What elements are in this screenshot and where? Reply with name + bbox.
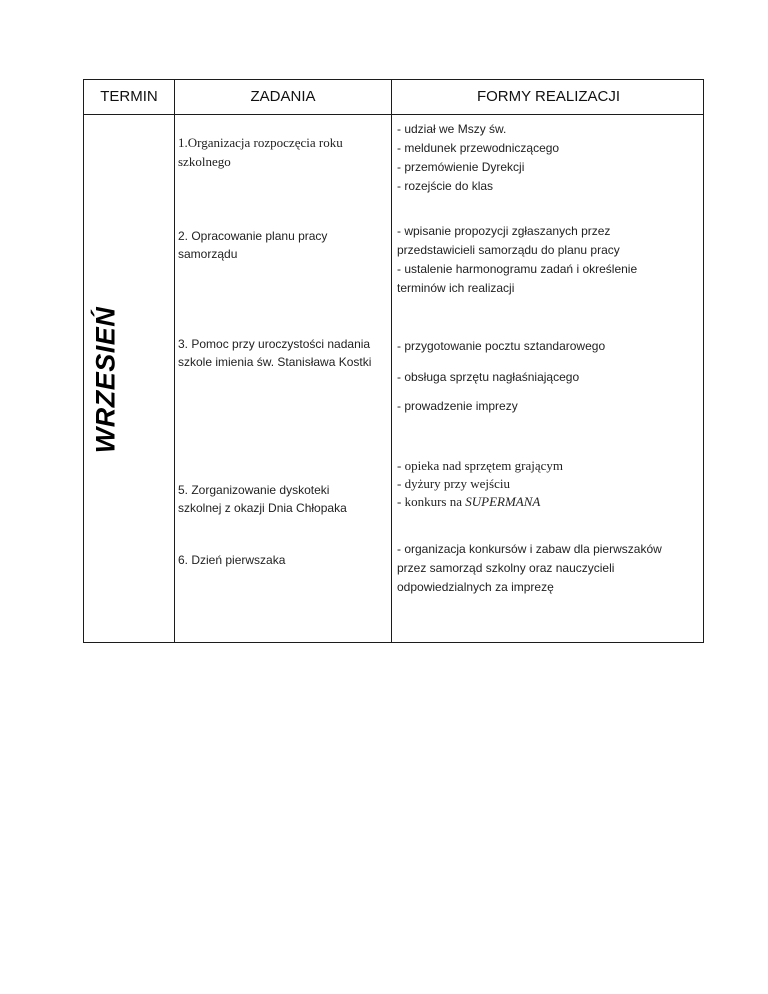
task-4-line-2: szkolnej z okazji Dnia Chłopaka: [178, 501, 347, 515]
form-4-item-2: - dyżury przy wejściu: [397, 476, 510, 491]
header-divider: [84, 114, 703, 115]
form-1-item-2: - meldunek przewodniczącego: [397, 141, 560, 155]
form-5-item-2: przez samorząd szkolny oraz nauczycieli: [397, 561, 615, 575]
plan-table: [83, 79, 704, 643]
form-4-item-1: - opieka nad sprzętem grającym: [397, 458, 564, 473]
header-zadania: ZADANIA: [250, 88, 316, 105]
task-3: [178, 335, 378, 371]
form-1-item-4: - rozejście do klas: [397, 179, 494, 193]
task-5: [178, 551, 378, 569]
task-2-line-1: 2. Opracowanie planu pracy: [178, 229, 328, 243]
task-1-line-1: 1.Organizacja rozpoczęcia roku: [178, 135, 343, 150]
task-2: [178, 227, 378, 263]
form-1-item-1: - udział we Mszy św.: [397, 122, 507, 136]
form-4-item-3: [397, 493, 697, 511]
task-5-line-1: 6. Dzień pierwszaka: [178, 553, 286, 567]
form-2-item-3: - ustalenie harmonogramu zadań i określenie: [397, 262, 638, 276]
task-4-line-1: 5. Zorganizowanie dyskoteki: [178, 483, 330, 497]
forms-5: [397, 540, 697, 597]
column-divider-2: [391, 80, 392, 642]
form-1-item-3: - przemówienie Dyrekcji: [397, 160, 525, 174]
form-5-item-3: odpowiedzialnych za imprezę: [397, 580, 554, 594]
task-1: [178, 133, 378, 171]
form-4-item-3-text: - konkurs na: [397, 494, 466, 509]
form-5-item-1: - organizacja konkursów i zabaw dla pierwszaków: [397, 542, 662, 556]
form-4-item-3-italic: SUPERMANA: [465, 494, 541, 509]
task-2-line-2: samorządu: [178, 247, 238, 261]
forms-2: [397, 222, 697, 298]
form-2-item-1: - wpisanie propozycji zgłaszanych przez: [397, 224, 611, 238]
header-termin: TERMIN: [100, 88, 158, 105]
form-2-item-4: terminów ich realizacji: [397, 281, 515, 295]
task-4: [178, 481, 378, 517]
task-3-line-2: szkole imienia św. Stanisława Kostki: [178, 355, 372, 369]
column-divider-1: [174, 80, 175, 642]
term-label: WRZESIEŃ: [90, 306, 121, 454]
task-1-line-2: szkolnego: [178, 154, 231, 169]
forms-1: [397, 120, 697, 196]
form-3-item-2: - obsługa sprzętu nagłaśniającego: [397, 370, 580, 384]
forms-4: [397, 457, 697, 511]
header-formy-realizacji: FORMY REALIZACJI: [476, 88, 621, 105]
task-3-line-1: 3. Pomoc przy uroczystości nadania: [178, 337, 371, 351]
form-2-item-2: przedstawicieli samorządu do planu pracy: [397, 243, 620, 257]
form-3-item-1: - przygotowanie pocztu sztandarowego: [397, 339, 606, 353]
form-3-item-3: - prowadzenie imprezy: [397, 399, 518, 413]
